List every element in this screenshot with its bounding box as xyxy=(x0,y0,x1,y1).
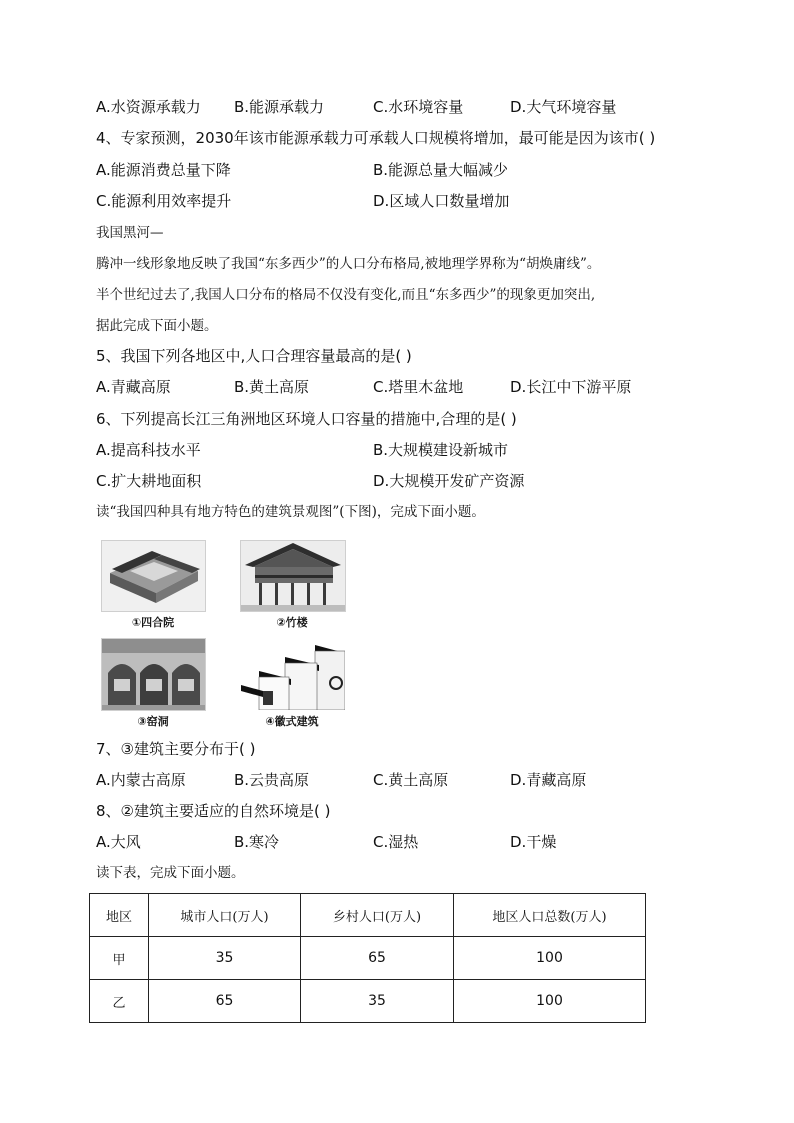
q6-option-b[interactable]: B.大规模建设新城市 xyxy=(373,441,509,459)
table-header-cell: 地区 xyxy=(90,894,149,937)
table-cell: 乙 xyxy=(90,980,149,1023)
q4-option-d[interactable]: D.区域人口数量增加 xyxy=(373,192,510,210)
passage3: 读下表，完成下面小题。 xyxy=(96,865,245,881)
passage2: 读“我国四种具有地方特色的建筑景观图”(下图)，完成下面小题。 xyxy=(96,504,485,520)
table-cell: 35 xyxy=(149,937,301,980)
figure-caption-3: ③窑洞 xyxy=(137,715,169,728)
table-cell: 甲 xyxy=(90,937,149,980)
q3-option-b[interactable]: B.能源承载力 xyxy=(234,98,325,116)
table-header-cell: 地区人口总数(万人) xyxy=(454,894,646,937)
q8-stem: 8、②建筑主要适应的自然环境是( ) xyxy=(96,802,331,820)
figure-caption-4: ④徽式建筑 xyxy=(265,715,319,728)
table-row xyxy=(90,980,646,1023)
q8-option-c[interactable]: C.湿热 xyxy=(373,833,419,851)
table-header-cell: 乡村人口(万人) xyxy=(301,894,454,937)
table-cell: 35 xyxy=(301,980,454,1023)
q5-option-d[interactable]: D.长江中下游平原 xyxy=(510,378,632,396)
table-cell: 100 xyxy=(454,980,646,1023)
table-row xyxy=(90,937,646,980)
passage1-line1: 我国黑河— xyxy=(96,225,164,241)
q5-stem: 5、我国下列各地区中,人口合理容量最高的是( ) xyxy=(96,347,412,365)
q8-option-d[interactable]: D.干燥 xyxy=(510,833,557,851)
q6-option-a[interactable]: A.提高科技水平 xyxy=(96,441,201,459)
table-cell: 65 xyxy=(149,980,301,1023)
q4-option-b[interactable]: B.能源总量大幅减少 xyxy=(373,161,509,179)
q4-option-c[interactable]: C.能源利用效率提升 xyxy=(96,192,232,210)
q4-option-a[interactable]: A.能源消费总量下降 xyxy=(96,161,231,179)
q5-option-b[interactable]: B.黄土高原 xyxy=(234,378,310,396)
q7-option-b[interactable]: B.云贵高原 xyxy=(234,771,310,789)
table-header-cell: 城市人口(万人) xyxy=(149,894,301,937)
bamboo-house-photo xyxy=(240,540,346,612)
figure-caption-1: ①四合院 xyxy=(131,616,175,629)
hui-style-building-photo xyxy=(240,638,346,711)
table-cell: 65 xyxy=(301,937,454,980)
q3-option-d[interactable]: D.大气环境容量 xyxy=(510,98,617,116)
passage1-line2: 腾冲一线形象地反映了我国“东多西少”的人口分布格局,被地理学界称为“胡焕庸线”。 xyxy=(96,256,601,272)
q8-option-b[interactable]: B.寒冷 xyxy=(234,833,280,851)
passage1-line3: 半个世纪过去了,我国人口分布的格局不仅没有变化,而且“东多西少”的现象更加突出, xyxy=(96,287,596,303)
q5-option-a[interactable]: A.青藏高原 xyxy=(96,378,171,396)
q5-option-c[interactable]: C.塔里木盆地 xyxy=(373,378,464,396)
q7-option-a[interactable]: A.内蒙古高原 xyxy=(96,771,186,789)
q3-option-c[interactable]: C.水环境容量 xyxy=(373,98,464,116)
q3-option-a[interactable]: A.水资源承载力 xyxy=(96,98,201,116)
population-table xyxy=(89,893,646,1023)
table-cell: 100 xyxy=(454,937,646,980)
q6-stem: 6、下列提高长江三角洲地区环境人口容量的措施中,合理的是( ) xyxy=(96,410,517,428)
q7-stem: 7、③建筑主要分布于( ) xyxy=(96,740,256,758)
q7-option-c[interactable]: C.黄土高原 xyxy=(373,771,449,789)
q7-option-d[interactable]: D.青藏高原 xyxy=(510,771,587,789)
passage1-line4: 据此完成下面小题。 xyxy=(96,318,218,334)
courtyard-house-photo xyxy=(101,540,206,612)
q6-option-c[interactable]: C.扩大耕地面积 xyxy=(96,472,202,490)
q8-option-a[interactable]: A.大风 xyxy=(96,833,141,851)
q6-option-d[interactable]: D.大规模开发矿产资源 xyxy=(373,472,525,490)
q4-stem: 4、专家预测，2030年该市能源承载力可承载人口规模将增加，最可能是因为该市( ) xyxy=(96,129,656,147)
cave-dwelling-photo xyxy=(101,638,206,711)
table-header-row xyxy=(90,894,646,937)
figure-caption-2: ②竹楼 xyxy=(276,616,308,629)
